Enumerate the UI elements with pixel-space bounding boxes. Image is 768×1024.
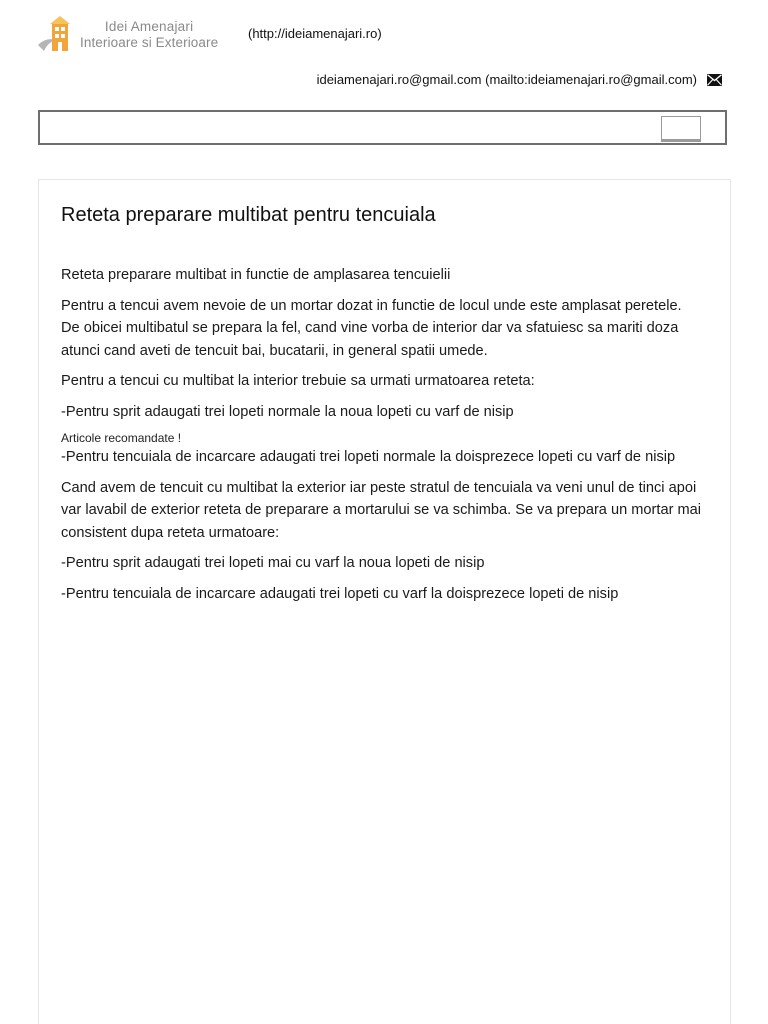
article-paragraph: Pentru a tencui avem nevoie de un mortar dozat in functie de locul unde este amplasat peretele. De obicei multibatul se prepara la fel, cand vine vorba de interior dar va sfatuiesc sa mariti doza atunci cand aveti de tencuit bai, bucatarii, in general spatii umede. <box>61 297 682 359</box>
contact-row <box>317 72 722 87</box>
logo-title: Idei Amenajari <box>104 19 194 34</box>
recommended-articles-link[interactable]: Articole recomandate ! <box>61 431 182 445</box>
article-body <box>61 264 701 613</box>
article-paragraph: Reteta preparare multibat in functie de amplasarea tencuielii <box>61 267 451 283</box>
house-logo-icon <box>36 15 76 55</box>
site-url-link[interactable]: (http://ideiamenajari.ro) <box>248 26 382 41</box>
logo-text <box>80 19 218 51</box>
article-paragraph: -Pentru sprit adaugati trei lopeti normale la noua lopeti cu varf de nisip <box>61 403 514 420</box>
site-logo[interactable] <box>36 14 246 56</box>
contact-email-link[interactable]: ideiamenajari.ro@gmail.com (mailto:ideiamenajari.ro@gmail.com) <box>316 72 697 87</box>
logo-subtitle: Interioare si Exterioare <box>80 35 219 50</box>
search-button[interactable] <box>661 116 701 142</box>
envelope-icon[interactable] <box>707 74 722 86</box>
article-paragraph: -Pentru tencuiala de incarcare adaugati trei lopeti normale la doisprezece lopeti cu varf de nisip <box>61 449 676 465</box>
article-card <box>38 179 731 1024</box>
article-paragraph: -Pentru sprit adaugati trei lopeti mai cu varf la noua lopeti de nisip <box>61 555 485 571</box>
article-paragraph: Pentru a tencui cu multibat la interior trebuie sa urmati urmatoarea reteta: <box>61 373 535 389</box>
article-paragraph: -Pentru tencuiala de incarcare adaugati trei lopeti cu varf la doisprezece lopeti de nisip <box>61 585 619 602</box>
search-bar[interactable] <box>38 110 727 145</box>
article-paragraph: Cand avem de tencuit cu multibat la exterior iar peste stratul de tencuiala va veni unul de tinci apoi var lavabil de exterior reteta de preparare a mortarului se va schimba. Se va prepara un mortar mai consistent dupa reteta urmatoare: <box>61 479 701 541</box>
article-title: Reteta preparare multibat pentru tencuiala <box>61 204 436 226</box>
